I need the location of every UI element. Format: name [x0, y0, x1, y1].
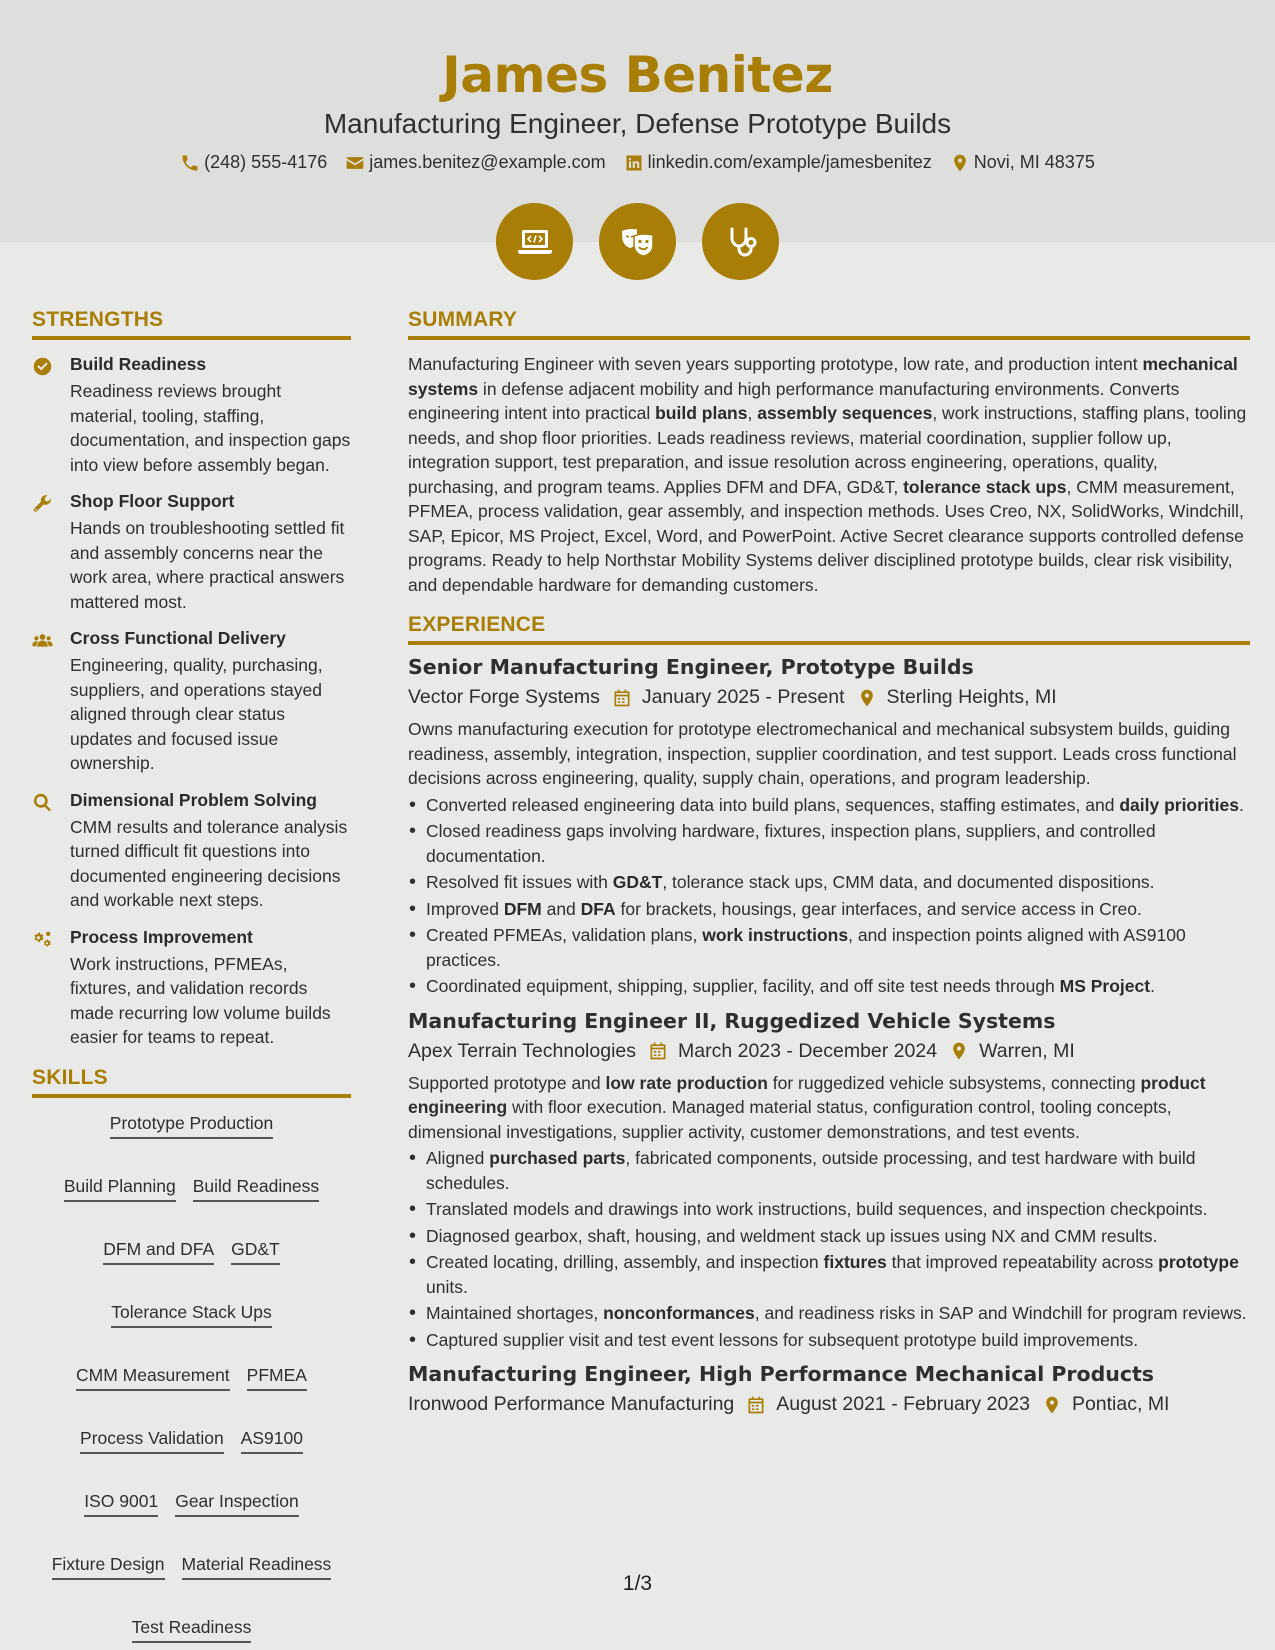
- calendar-icon: [746, 1395, 766, 1415]
- skill-tag: PFMEA: [247, 1364, 307, 1391]
- strength-title: Cross Functional Delivery: [70, 628, 286, 648]
- job-entry: [408, 1009, 1250, 1353]
- job-dates: January 2025 - Present: [641, 686, 845, 708]
- skill-tag: Tolerance Stack Ups: [111, 1301, 272, 1328]
- job-bullets: [408, 793, 1250, 999]
- envelope-icon: [345, 153, 365, 173]
- job-company: Vector Forge Systems: [408, 686, 600, 708]
- job-bullet: • Aligned purchased parts, fabricated components, outside processing, and test hardware with build schedules.: [408, 1146, 1250, 1195]
- strength-item: [32, 491, 351, 614]
- stethoscope-icon: [721, 222, 761, 262]
- strength-title: Build Readiness: [70, 354, 207, 374]
- linkedin-icon: [624, 153, 644, 173]
- skill-tag: Build Planning: [64, 1175, 176, 1202]
- contact-linkedin-text: linkedin.com/example/jamesbenitez: [647, 152, 932, 172]
- laptop-code-icon: [515, 222, 555, 262]
- job-company: Apex Terrain Technologies: [408, 1039, 637, 1062]
- gears-icon: [32, 929, 53, 950]
- strength-title: Shop Floor Support: [70, 491, 235, 511]
- candidate-title: Manufacturing Engineer, Defense Prototype Builds: [323, 108, 952, 139]
- contact-phone[interactable]: [180, 152, 327, 173]
- candidate-name: James Benitez: [442, 46, 833, 104]
- skill-tag: Process Validation: [80, 1427, 224, 1454]
- contact-bar: [0, 152, 1275, 173]
- skill-tag: AS9100: [241, 1427, 303, 1454]
- job-dates: March 2023 - December 2024: [678, 1039, 938, 1062]
- wrench-icon: [32, 493, 53, 514]
- job-bullet: • Created locating, drilling, assembly, and inspection fixtures that improved repeatability across prototype units.: [408, 1250, 1250, 1299]
- job-bullet: • Captured supplier visit and test event lessons for subsequent prototype build improvements.: [408, 1328, 1250, 1353]
- search-icon: [32, 792, 53, 813]
- map-pin-icon: [1042, 1395, 1062, 1415]
- resume-header: [0, 0, 1275, 242]
- strength-desc: Readiness reviews brought material, tooling, staffing, documentation, and inspection gaps into view before assembly began.: [70, 381, 351, 475]
- job-entry: [408, 655, 1250, 999]
- summary-heading: SUMMARY: [408, 308, 1250, 340]
- page-indicator: 1/3: [622, 1572, 653, 1595]
- strength-title: Process Improvement: [70, 926, 253, 947]
- strength-item: [32, 354, 351, 477]
- skills-section: [32, 1066, 351, 1643]
- job-company: Ironwood Performance Manufacturing: [408, 1393, 735, 1415]
- contact-email-text: james.benitez@example.com: [369, 152, 606, 172]
- strength-item: [32, 927, 351, 1050]
- job-bullet: • Converted released engineering data into build plans, sequences, staffing estimates, and daily priorities.: [408, 793, 1250, 818]
- job-description: Supported prototype and low rate production for ruggedized vehicle subsystems, connecting product engineering with floor execution. Managed material status, configuration control, tooling concepts, dimensional investigations, supplier activity, customer demonstrations, and test events.: [408, 1072, 1206, 1142]
- skill-tag: CMM Measurement: [76, 1364, 230, 1391]
- badge-masks: [599, 203, 676, 280]
- job-meta: [408, 686, 1250, 709]
- skill-tag: Fixture Design: [52, 1553, 165, 1580]
- job-entry: [408, 1362, 1250, 1416]
- job-bullet: • Diagnosed gearbox, shaft, housing, and weldment stack up issues using NX and CMM results.: [408, 1224, 1250, 1249]
- skill-tag: Material Readiness: [182, 1553, 332, 1580]
- job-bullet: • Created PFMEAs, validation plans, work instructions, and inspection points aligned with AS9100 practices.: [408, 923, 1250, 972]
- contact-email[interactable]: [345, 152, 605, 173]
- job-bullet: • Translated models and drawings into work instructions, build sequences, and inspection checkpoints.: [408, 1197, 1250, 1222]
- map-pin-icon: [950, 153, 970, 173]
- contact-phone-text: (248) 555-4176: [204, 152, 328, 172]
- job-location: Warren, MI: [979, 1039, 1075, 1062]
- contact-location-text: Novi, MI 48375: [973, 152, 1095, 172]
- skill-tag: Gear Inspection: [175, 1490, 299, 1517]
- job-bullet: • Resolved fit issues with GD&T, tolerance stack ups, CMM data, and documented dispositions.: [408, 870, 1250, 895]
- left-column: [32, 308, 351, 1643]
- job-bullet: • Closed readiness gaps involving hardware, fixtures, inspection plans, suppliers, and controlled documentation.: [408, 819, 1250, 868]
- strength-item: [32, 790, 351, 913]
- skills-heading: SKILLS: [32, 1066, 351, 1098]
- calendar-icon: [612, 688, 632, 708]
- job-title: Manufacturing Engineer, High Performance Mechanical Products: [408, 1362, 1154, 1386]
- strength-desc: Hands on troubleshooting settled fit and assembly concerns near the work area, where practical answers mattered most.: [70, 518, 345, 612]
- experience-section: [408, 613, 1250, 1416]
- map-pin-icon: [857, 688, 877, 708]
- job-bullet: • Coordinated equipment, shipping, supplier, facility, and off site test needs through MS Project.: [408, 974, 1250, 999]
- skill-tag: Test Readiness: [132, 1616, 252, 1643]
- strength-desc: Engineering, quality, purchasing, suppliers, and operations stayed aligned through clear status updates and focused issue ownership.: [70, 655, 323, 773]
- users-icon: [32, 630, 53, 651]
- skills-list: [32, 1112, 351, 1643]
- skill-tag: GD&T: [231, 1238, 280, 1265]
- skill-tag: Build Readiness: [193, 1175, 319, 1202]
- strength-item: [32, 628, 351, 776]
- job-list: [408, 655, 1250, 1416]
- job-title: Senior Manufacturing Engineer, Prototype Builds: [408, 655, 974, 679]
- job-description: Owns manufacturing execution for prototype electromechanical and mechanical subsystem builds, guiding readiness, assembly, integration, inspection, supplier coordination, and test support. Leads cross functional decisions across engineering, quality, supply chain, operations, and program leadership.: [408, 719, 1237, 788]
- skill-tag: Prototype Production: [110, 1112, 273, 1139]
- skill-tag: DFM and DFA: [103, 1238, 214, 1265]
- job-dates: August 2021 - February 2023: [776, 1393, 1030, 1415]
- strengths-list: [32, 354, 351, 1050]
- contact-location: [950, 152, 1095, 173]
- job-title: Manufacturing Engineer II, Ruggedized Vehicle Systems: [408, 1008, 1056, 1033]
- interest-badges: [0, 203, 1275, 280]
- badge-laptop: [496, 203, 573, 280]
- job-bullets: [408, 1146, 1250, 1352]
- strength-desc: Work instructions, PFMEAs, fixtures, and validation records made recurring low volume builds easier for teams to repeat.: [70, 953, 331, 1047]
- map-pin-icon: [949, 1041, 969, 1061]
- job-location: Pontiac, MI: [1071, 1393, 1170, 1415]
- summary-text: Manufacturing Engineer with seven years supporting prototype, low rate, and production intent mechanical systems in defense adjacent mobility and high performance manufacturing environments. Converts engineering intent into practical build plans, assembly sequences, work instructions, staffing plans, tooling needs, and shop floor priorities. Leads readiness reviews, material coordination, supplier follow up, integration support, test preparation, and issue resolution across engineering, operations, quality, purchasing, and program teams. Applies DFM and DFA, GD&T, tolerance stack ups, CMM measurement, PFMEA, process validation, gear assembly, and inspection methods. Uses Creo, NX, SolidWorks, Windchill, SAP, Epicor, MS Project, Excel, Word, and PowerPoint. Active Secret clearance supports controlled defense programs. Ready to help Northstar Mobility Systems deliver disciplined prototype builds, clear risk visibility, and dependable hardware for demanding customers.: [408, 354, 1247, 595]
- check-circle-icon: [32, 356, 53, 377]
- job-meta: [408, 1040, 1250, 1063]
- right-column: [408, 308, 1250, 1416]
- experience-heading: EXPERIENCE: [408, 613, 1250, 645]
- calendar-icon: [648, 1041, 668, 1061]
- strength-title: Dimensional Problem Solving: [70, 789, 317, 810]
- job-bullet: • Improved DFM and DFA for brackets, housings, gear interfaces, and service access in Creo.: [408, 897, 1250, 922]
- badge-stethoscope: [702, 203, 779, 280]
- strengths-heading: STRENGTHS: [32, 308, 351, 340]
- theater-masks-icon: [618, 222, 658, 262]
- strength-desc: CMM results and tolerance analysis turned difficult fit questions into documented engineering decisions and workable next steps.: [70, 816, 348, 910]
- contact-linkedin[interactable]: [624, 152, 932, 173]
- job-meta: [408, 1393, 1250, 1416]
- phone-icon: [180, 153, 200, 173]
- job-bullet: • Maintained shortages, nonconformances, and readiness risks in SAP and Windchill for program reviews.: [408, 1301, 1250, 1326]
- job-location: Sterling Heights, MI: [886, 686, 1057, 708]
- skill-tag: ISO 9001: [84, 1490, 158, 1517]
